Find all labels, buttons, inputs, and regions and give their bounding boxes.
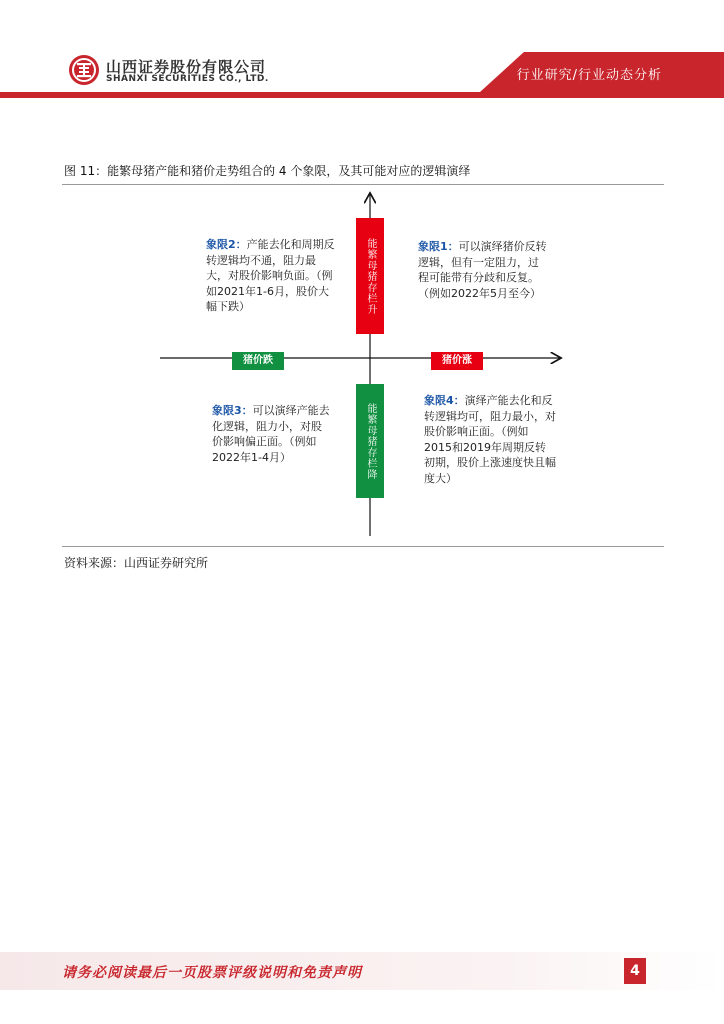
company-name-cn: 山西证券股份有限公司 <box>106 58 267 76</box>
page-number: 4 <box>624 958 646 984</box>
axis-label-price-up: 猪价涨 <box>431 352 483 370</box>
quadrant-2-text <box>206 237 336 315</box>
section-title: 行业研究/行业动态分析 <box>516 68 662 83</box>
quadrant-4-label: 象限4： <box>424 394 465 407</box>
quadrant-3-body: 可以演绎产能去化逻辑，阻力小，对股价影响偏正面。（例如2022年1-4月） <box>212 404 330 464</box>
quadrant-1-body: 可以演绎猪价反转逻辑，但有一定阻力，过程可能带有分歧和反复。（例如2022年5月至今） <box>418 240 547 300</box>
axis-label-stock-down: 能繁母猪存栏降 <box>356 384 384 498</box>
quadrant-1-label: 象限1： <box>418 240 459 253</box>
quadrant-3-label: 象限3： <box>212 404 253 417</box>
quadrant-3-text <box>212 403 332 465</box>
axis-label-price-down: 猪价跌 <box>232 352 284 370</box>
figure-bottom-rule <box>62 546 664 547</box>
quadrant-1-text <box>418 239 548 301</box>
quadrant-4-body: 演绎产能去化和反转逻辑均可，阻力最小，对股价影响正面。（例如2015和2019年周期反转初期，股价上涨速度快且幅度大） <box>424 394 556 485</box>
company-name-en: SHANXI SECURITIES CO., LTD. <box>106 74 269 84</box>
quadrant-4-text <box>424 393 556 486</box>
quadrant-2-body: 产能去化和周期反转逻辑均不通，阻力最大，对股价影响负面。（例如2021年1-6月，股价大幅下跌） <box>206 238 335 313</box>
figure-source: 资料来源：山西证券研究所 <box>64 556 209 570</box>
quadrant-2-label: 象限2： <box>206 238 247 251</box>
axis-label-stock-up: 能繁母猪存栏升 <box>356 218 384 334</box>
figure-title: 图 11：能繁母猪产能和猪价走势组合的 4 个象限，及其可能对应的逻辑演绎 <box>64 164 471 178</box>
footer-disclaimer: 请务必阅读最后一页股票评级说明和免责声明 <box>62 965 362 981</box>
